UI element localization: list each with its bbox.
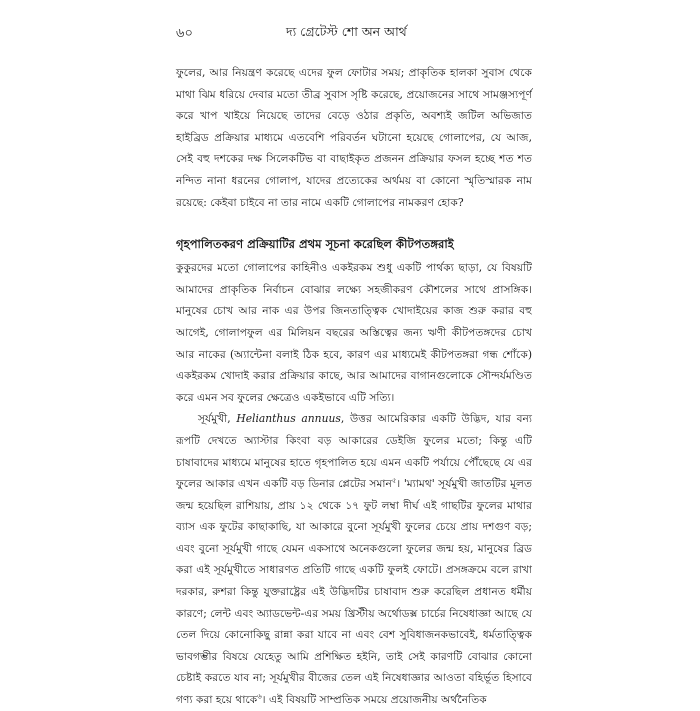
- footnote-mark: ৫: [391, 476, 397, 485]
- page-header: [168, 22, 533, 44]
- body-text: [176, 62, 532, 711]
- paragraph-3-rest: । 'ম্যামথ' সূর্যমুখী জাতটির মূলত জন্ম হয়েছিল রাশিয়ায়, প্রায় ১২ থেকে ১৭ ফুট লম্বা দীর্ঘ এই গাছটির ফুলের মাথার ব্যাস এক ফুটের কাছাকাছি, যা আকারে বুনো সূর্যমুখী ফুলের চেয়ে প্রায় দশগুণ বড়; এবং বুনো সূর্যমুখী গাছে যেমন একসাথে অনেকগুলো ফুলের জন্ম হয়, মানুষের ব্রিড করা এই সূর্যমুখীতে সাধারণত প্রতিটি গাছে একটি ফুলই ফোটে। প্রসঙ্গক্রমে বলে রাখা দরকার, রুশরা কিন্তু যুক্তরাষ্ট্রের এই উদ্ভিদটির চাষাবাদ শুরু করেছিল প্রধানত ধর্মীয় কারণে; লেন্ট এবং অ্যাডভেন্ট-এর সময় খ্রিস্টীয় অর্থোডক্স চার্চের নিষেধাজ্ঞা আছে যে তেল দিয়ে কোনোকিছু রান্না করা যাবে না এবং বেশ সুবিধাজনকভাবেই, ধর্মতাত্ত্বিক ভাবগম্ভীর বিষয়ে যেহেতু আমি প্রশিক্ষিত হইনি, তাই সেই কারণটি বোঝার কোনো চেষ্টাই করতে যাব না; সূর্যমুখীর বীজের তেল এই নিষেধাজ্ঞার আওতা বহির্ভূত হিসাবে গণ্য করা হয়ে থাকে: [176, 477, 532, 707]
- footnote-mark-2: ৬: [257, 692, 262, 701]
- paragraph-3: [176, 408, 532, 710]
- section-heading: গৃহপালিতকরণ প্রক্রিয়াটির প্রথম সূচনা করেছিল কীটপতঙ্গরাই: [176, 237, 454, 252]
- paragraph-3-start: সূর্যমুখী,: [198, 412, 237, 426]
- paragraph-3-continued: , উত্তর আমেরিকার একটি উদ্ভিদ, যার বন্য রূপটি দেখতে অ্যাস্টার কিংবা বড় আকারের ডেইজি ফুলের মতো; কিন্তু এটি চাষাবাদের মাধ্যমে মানুষের হাতে গৃহপালিত হয়ে এমন একটি পর্যায়ে পৌঁছেছে যে এর ফুলের আকার এখন একটি বড় ডিনার প্লেটের সমান: [176, 412, 532, 491]
- paragraph-3-tail: । এই বিষয়টি সাম্প্রতিক সময়ে প্রয়োজনীয় অর্থনৈতিক: [261, 693, 487, 707]
- scientific-name: Helianthus annuus: [236, 412, 341, 426]
- paragraph-1: ফুলের, আর নিয়ন্ত্রণ করেছে এদের ফুল ফোটার সময়; প্রাকৃতিক হালকা সুবাস থেকে মাথা ঝিম ধরিয়ে দেবার মতো তীব্র সুবাস সৃষ্টি করেছে, প্রয়োজনের সাথে সামঞ্জস্যপূর্ণ করে খাপ খাইয়ে নিয়েছে তাদের বেড়ে ওঠার প্রকৃতি, অবশ্যই জটিল অভিজাত হাইব্রিড প্রক্রিয়ার মাধ্যমে এতবেশি পরিবর্তন ঘটানো হয়েছে গোলাপের, যে আজ, সেই বহু দশকের দক্ষ সিলেকটিভ বা বাছাইকৃত প্রজনন প্রক্রিয়ার ফসল হচ্ছে শত শত নন্দিত নানা ধরনের গোলাপ, যাদের প্রত্যেকের অর্থময় বা কোনো স্মৃতিস্মারক নাম রয়েছে: কেইবা চাইবে না তার নামে একটি গোলাপের নামকরণ হোক?: [176, 66, 532, 209]
- book-page: [168, 22, 533, 707]
- running-head: দ্য গ্রেটেস্ট শো অন আর্থ: [286, 24, 407, 39]
- page-number: ৬০: [176, 26, 193, 41]
- paragraph-2: কুকুরদের মতো গোলাপের কাহিনীও একইরকম শুধু একটি পার্থক্য ছাড়া, যে বিষয়টি আমাদের প্রাকৃতিক নির্বাচন বোঝার লক্ষ্যে সহজীকরণ কৌশলের সাথে প্রাসঙ্গিক। মানুষের চোখ আর নাক এর উপর জিনতাত্ত্বিক খোদাইয়ের কাজ শুরু করার বহু আগেই, গোলাপফুল এর মিলিয়ন বছরের অস্তিত্বের জন্য ঋণী কীটপতঙ্গদের চোখ আর নাকের (অ্যান্টেনা বলাই ঠিক হবে, কারণ এর মাধ্যমেই কীটপতঙ্গরা গন্ধ শোঁকে) একইরকম খোদাই করার প্রক্রিয়ার কাছে, আর আমাদের বাগানগুলোকে সৌন্দর্যমণ্ডিত করে এমন সব ফুলের ক্ষেত্রেও একইভাবে এটি সত্যি।: [176, 261, 532, 404]
